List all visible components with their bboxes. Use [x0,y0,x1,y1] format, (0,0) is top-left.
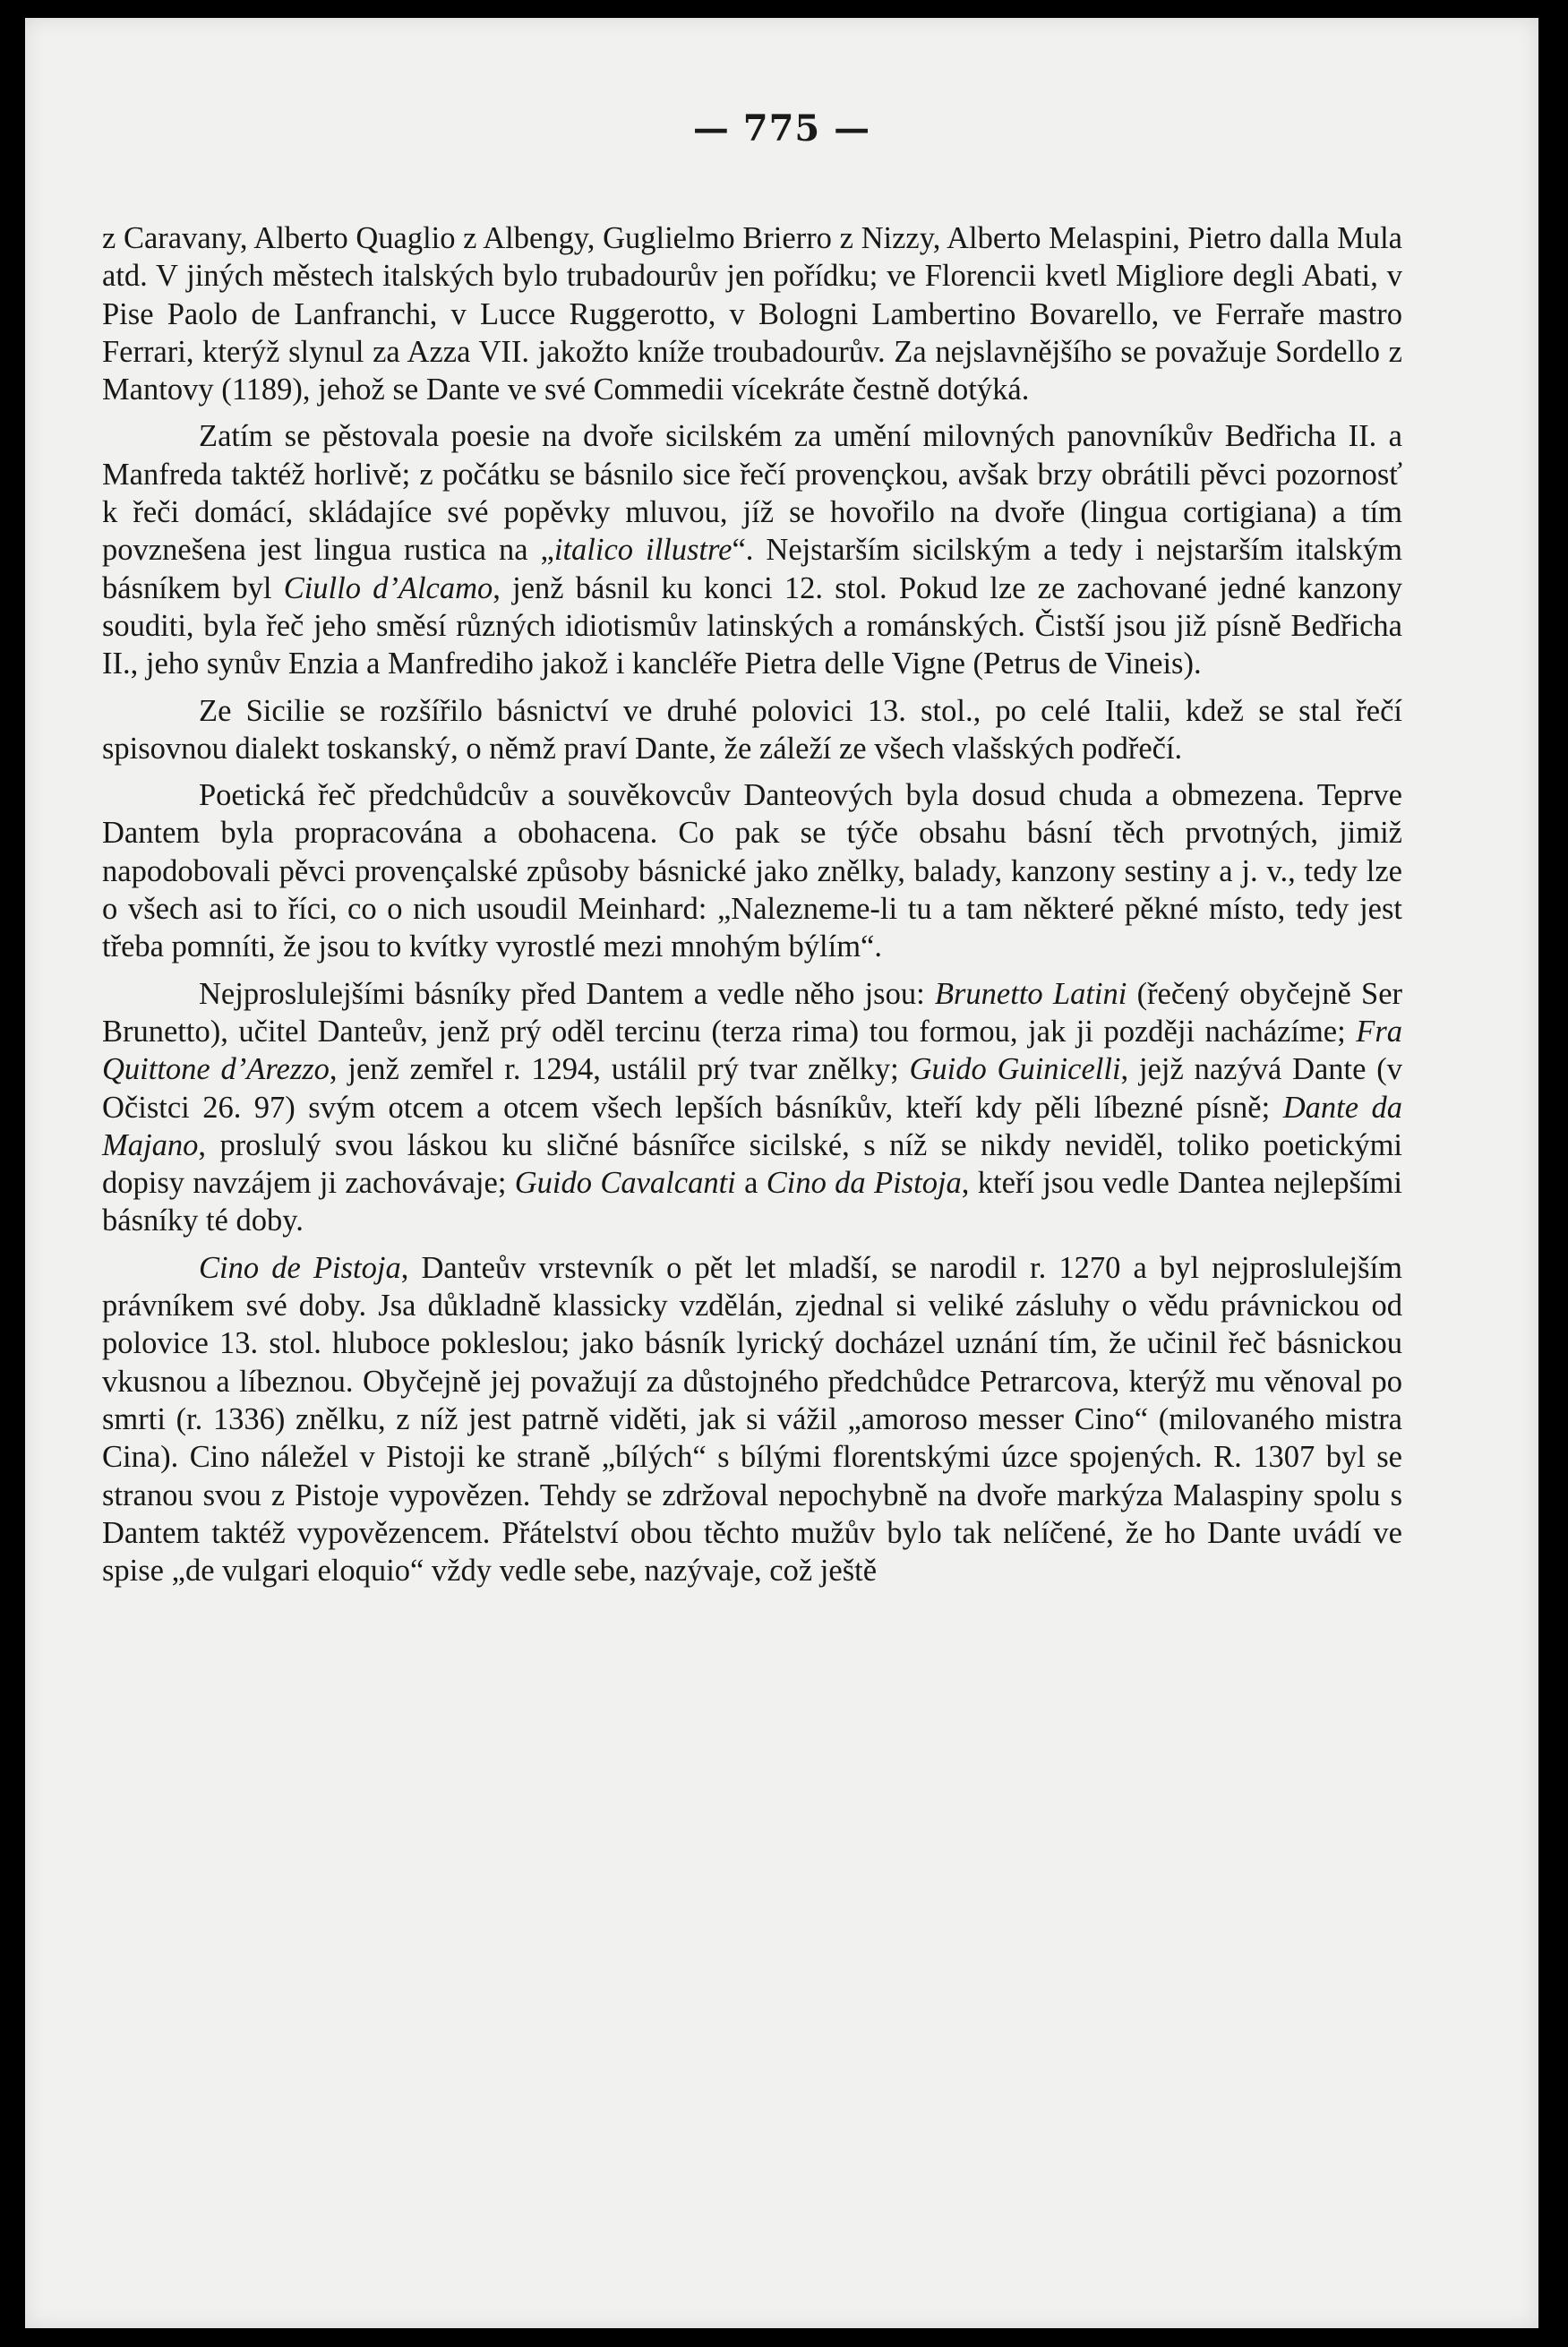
text-run: Poetická řeč předchůdcův a souvěkovcův Danteových byla dosud chuda a obmezena. Teprve Dantem byla propracována a obohacena. Co pak se týče obsahu básní těch prvotných, jimiž napodobovali pěvci provençalské způsoby básnické jako znělky, balady, kanzony sestiny a j. v., tedy lze o všech asi to říci, co o nich usoudil Meinhard: „Nalezneme-li tu a tam některé pěkné místo, tedy jest třeba pomníti, že jsou to kvítky vyrostlé mezi mnohým býlím“. [102,778,1402,964]
page-number: — 775 — [692,107,871,150]
text-run: “. Nejstarším sicilským a tedy i nejstarším italským básníkem byl [102,533,1402,605]
italic-name: Cino da Pistoja [766,1166,962,1201]
text-run: (řečený obyčejně Ser Brunetto), učitel Danteův, jenž prý oděl tercinu (terza rima) tou formou, jak ji později nacházíme; [102,976,1402,1049]
italic-name: Dante da Majano [102,1090,1402,1162]
italic-name: Brunetto Latini [934,976,1127,1011]
paragraph-5 [102,975,1402,1240]
text-run: , jenž zemřel r. 1294, ustálil prý tvar znělky; [329,1052,910,1087]
body-text [102,219,1402,1589]
text-run: , Danteův vrstevník o pět let mladší, se narodil r. 1270 a byl nejproslulejším právníkem své doby. Jsa důkladně klassicky vzdělán, zjednal si veliké zásluhy o vědu právnickou od polovice 13. stol. hluboce pokleslou; jako básník lyrický docházel uznání tím, že učinil řeč básnickou vkusnou a líbeznou. Obyčejně jej považují za důstojného předchůdce Petrarcova, kterýž mu věnoval po smrti (r. 1336) znělku, z níž jest patrně viděti, jak si vážil „amoroso messer Cino“ (milovaného mistra Cina). Cino náležel v Pistoji ke straně „bílých“ s bílými florentskými úzce spojených. R. 1307 byl se stranou svou z Pistoje vypovězen. Tehdy se zdržoval nepochybně na dvoře markýza Malaspiny spolu s Dantem taktéž vypovězencem. Přátelství obou těchto mužův bylo tak nelíčené, že ho Dante uvádí ve spise „de vulgari eloquio“ vždy vedle sebe, nazývaje, což ještě [102,1250,1402,1589]
text-run: Zatím se pěstovala poesie na dvoře sicilském za umění milovných panovníkův Bedřicha II. a Manfreda taktéž horlivě; z počátku se básnilo sice řečí provençkou, avšak brzy obrátili pěvci pozornosť k řeči domácí, skládajíce své popěvky mluvou, jíž se hovořilo na dvoře (lingua cortigiana) a tím povznešena jest lingua rustica na „ [102,419,1402,568]
italic-name: Guido Guinicelli [909,1052,1121,1087]
book-page [25,18,1538,2328]
text-run: , jejž nazývá Dante (v Očistci 26. 97) svým otcem a otcem všech lepších básníkův, kteří kdy pěli líbezné písně; [102,1052,1402,1125]
italic-name: italico illustre [553,533,733,568]
italic-name: Ciullo d’Alcamo [283,570,493,605]
text-run: a [735,1166,767,1201]
text-run: Nejproslulejšími básníky před Dantem a vedle něho jsou: [199,976,935,1011]
text-run: , jenž básnil ku konci 12. stol. Pokud lze ze zachované jedné kanzony souditi, byla řeč jeho směsí různých idiotismův latinských a románských. Čistší jsou již písně Bedřicha II., jeho synův Enzia a Manfrediho jakož i kancléře Pietra delle Vigne (Petrus de Vineis). [102,570,1402,681]
italic-name: Fra Quittone d’Arezzo [102,1014,1402,1087]
text-run: z Caravany, Alberto Quaglio z Albengy, Guglielmo Brierro z Nizzy, Alberto Melaspini, Pietro dalla Mula atd. V jiných městech italských bylo trubadourův jen pořídku; ve Florencii kvetl Migliore degli Abati, v Pise Paolo de Lanfranchi, v Lucce Ruggerotto, v Bologni Lambertino Bovarello, ve Ferraře mastro Ferrari, kterýž slynul za Azza VII. jakožto kníže troubadourův. Za nejslavnějšího se považuje Sordello z Mantovy (1189), jehož se Dante ve své Commedii vícekráte čestně dotýká. [102,221,1402,407]
paragraph-1 [102,219,1402,408]
text-run: Ze Sicilie se rozšířilo básnictví ve druhé polovici 13. stol., po celé Italii, kdež se stal řečí spisovnou dialekt toskanský, o němž praví Dante, že záleží ze všech vlašských podřečí. [102,693,1402,766]
paragraph-6 [102,1249,1402,1590]
paragraph-4 [102,776,1402,965]
text-run: , kteří jsou vedle Dantea nejlepšími básníky té doby. [102,1166,1402,1238]
text-run: , proslulý svou láskou ku sličné básnířce sicilské, s níž se nikdy neviděl, toliko poetickými dopisy navzájem ji zachovávaje; [102,1127,1402,1201]
paragraph-2 [102,417,1402,682]
italic-name: Cino de Pistoja [199,1250,401,1285]
italic-name: Guido Cavalcanti [514,1166,736,1201]
paragraph-3 [102,692,1402,768]
